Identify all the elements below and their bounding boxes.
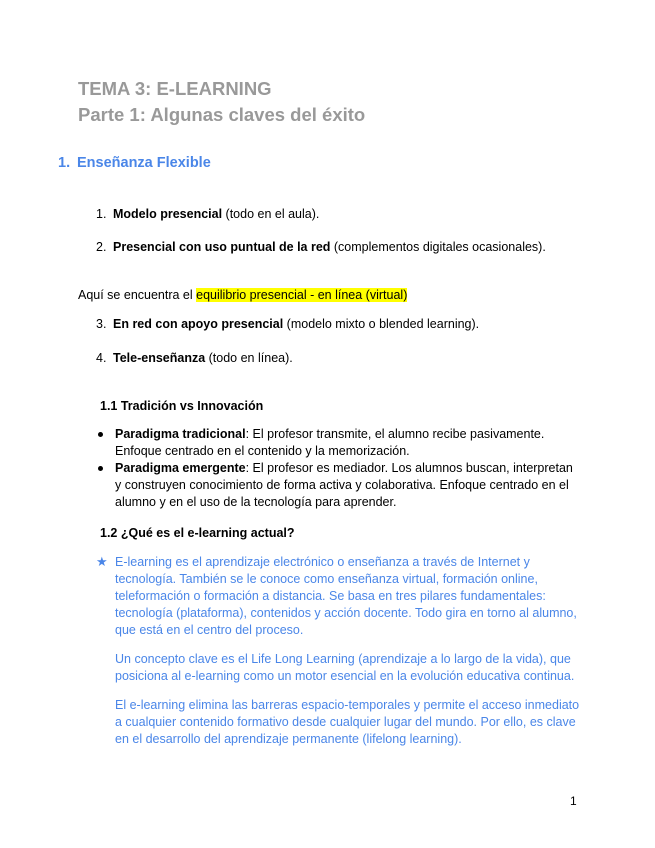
bullet-text: : El profesor transmite, el alumno recibe pasivamente. Enfoque centrado en el contenido y la memorización. [115,427,545,458]
list-number: 4. [96,351,107,365]
section-title: Enseñanza Flexible [77,155,211,171]
item-text: (modelo mixto o blended learning). [283,317,480,331]
list-number: 2. [96,240,107,254]
bullet-dot-icon [98,432,103,437]
bullet-item [96,460,576,511]
star-icon: ★ [96,554,108,569]
page-number: 1 [570,794,577,808]
bullet-dot-icon [98,466,103,471]
list-item [96,316,479,333]
elearning-block [96,554,582,748]
subsection-1-1-heading: 1.1 Tradición vs Innovación [100,399,264,413]
list-item [96,350,293,367]
list-item [96,239,546,256]
lifelong-paragraph: Un concepto clave es el Life Long Learning (aprendizaje a lo largo de la vida), que posiciona al e-learning como un motor esencial en la evolución educativa continua. [115,652,575,683]
bullet-list [96,426,576,511]
item-text: (complementos digitales ocasionales). [330,240,546,254]
list-number: 1. [96,207,107,221]
barriers-paragraph: El e-learning elimina las barreras espacio-temporales y permite el acceso inmediato a cualquier contenido formativo desde cualquier lugar del mundo. Por ello, es clave en el desarrollo del aprendizaje permanente (lifelong learning). [115,698,580,746]
bullet-bold: Paradigma emergente [115,461,246,475]
list-number: 3. [96,317,107,331]
star-list-item [96,554,582,639]
bullet-item [96,426,576,460]
document-subtitle: Parte 1: Algunas claves del éxito [78,104,366,125]
item-text: (todo en el aula). [222,207,320,221]
section-number: 1. [58,155,71,171]
balance-paragraph [78,287,407,304]
item-bold: Tele-enseñanza [113,351,206,365]
item-bold: Modelo presencial [113,207,223,221]
balance-prefix: Aquí se encuentra el [78,288,197,302]
subsection-1-2-heading: 1.2 ¿Qué es el e-learning actual? [100,526,295,540]
section-1-heading [58,154,211,172]
document-title: TEMA 3: E-LEARNING [78,78,272,99]
highlighted-text: equilibrio presencial - en línea (virtual) [196,288,408,302]
bullet-bold: Paradigma tradicional [115,427,246,441]
item-bold: Presencial con uso puntual de la red [113,240,331,254]
item-bold: En red con apoyo presencial [113,317,284,331]
list-item [96,206,319,223]
elearning-definition: E-learning es el aprendizaje electrónico o enseñanza a través de Internet y tecnología. También se le conoce como enseñanza virtual, formación online, teleformación o formación a distancia. Se basa en tres pilares fundamentales: tecnología (plataforma), contenidos y acción docente. Todo gira en torno al alumno, que está en el centro del proceso. [115,555,577,637]
bullet-text: : El profesor es mediador. Los alumnos buscan, interpretan y construyen conocimiento de forma activa y colaborativa. Enfoque centrado en el alumno y en el uso de la tecnología para aprender. [115,461,573,509]
item-text: (todo en línea). [205,351,293,365]
